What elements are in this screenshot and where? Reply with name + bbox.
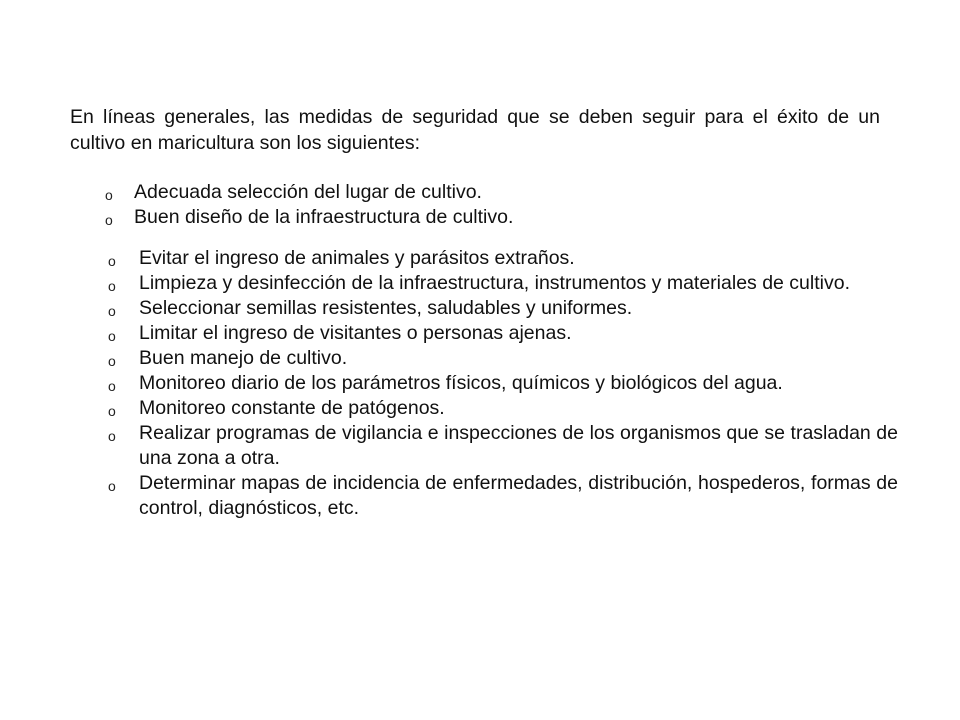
intro-paragraph: En líneas generales, las medidas de seguridad que se deben seguir para el éxito de un cultivo en maricultura son los siguientes: <box>70 106 880 154</box>
list-item <box>108 346 898 371</box>
circle-bullet-icon: o <box>105 212 113 228</box>
list-item <box>108 271 898 296</box>
list-item <box>105 205 865 230</box>
list-item <box>108 296 898 321</box>
list-item-text: Adecuada selección del lugar de cultivo. <box>134 181 482 203</box>
list-item <box>108 371 898 396</box>
list-item-text: Realizar programas de vigilancia e inspecciones de los organismos que se trasladan de una zona a otra. <box>139 422 898 469</box>
list-item-text: Monitoreo diario de los parámetros físicos, químicos y biológicos del agua. <box>139 372 783 394</box>
list-item-text: Buen manejo de cultivo. <box>139 347 348 369</box>
circle-bullet-icon: o <box>108 328 116 344</box>
list-item-text: Seleccionar semillas resistentes, saludables y uniformes. <box>139 297 633 319</box>
list-item <box>108 471 898 521</box>
list-item-text: Evitar el ingreso de animales y parásitos extraños. <box>139 247 575 269</box>
list-item-text: Limitar el ingreso de visitantes o personas ajenas. <box>139 322 572 344</box>
circle-bullet-icon: o <box>108 403 116 419</box>
circle-bullet-icon: o <box>108 478 116 494</box>
circle-bullet-icon: o <box>108 253 116 269</box>
list-item <box>105 180 865 205</box>
list-item-text: Buen diseño de la infraestructura de cultivo. <box>134 206 514 228</box>
circle-bullet-icon: o <box>108 428 116 444</box>
list-item-text: Determinar mapas de incidencia de enfermedades, distribución, hospederos, formas de control, diagnósticos, etc. <box>139 472 898 519</box>
circle-bullet-icon: o <box>108 353 116 369</box>
circle-bullet-icon: o <box>108 303 116 319</box>
circle-bullet-icon: o <box>108 278 116 294</box>
list-item-text: Limpieza y desinfección de la infraestructura, instrumentos y materiales de cultivo. <box>139 272 850 294</box>
list-item <box>108 321 898 346</box>
circle-bullet-icon: o <box>108 378 116 394</box>
security-measures-list-primary <box>105 180 865 230</box>
circle-bullet-icon: o <box>105 187 113 203</box>
list-item <box>108 421 898 471</box>
list-item-text: Monitoreo constante de patógenos. <box>139 397 445 419</box>
security-measures-list-secondary <box>108 246 898 521</box>
list-item <box>108 246 898 271</box>
list-item <box>108 396 898 421</box>
